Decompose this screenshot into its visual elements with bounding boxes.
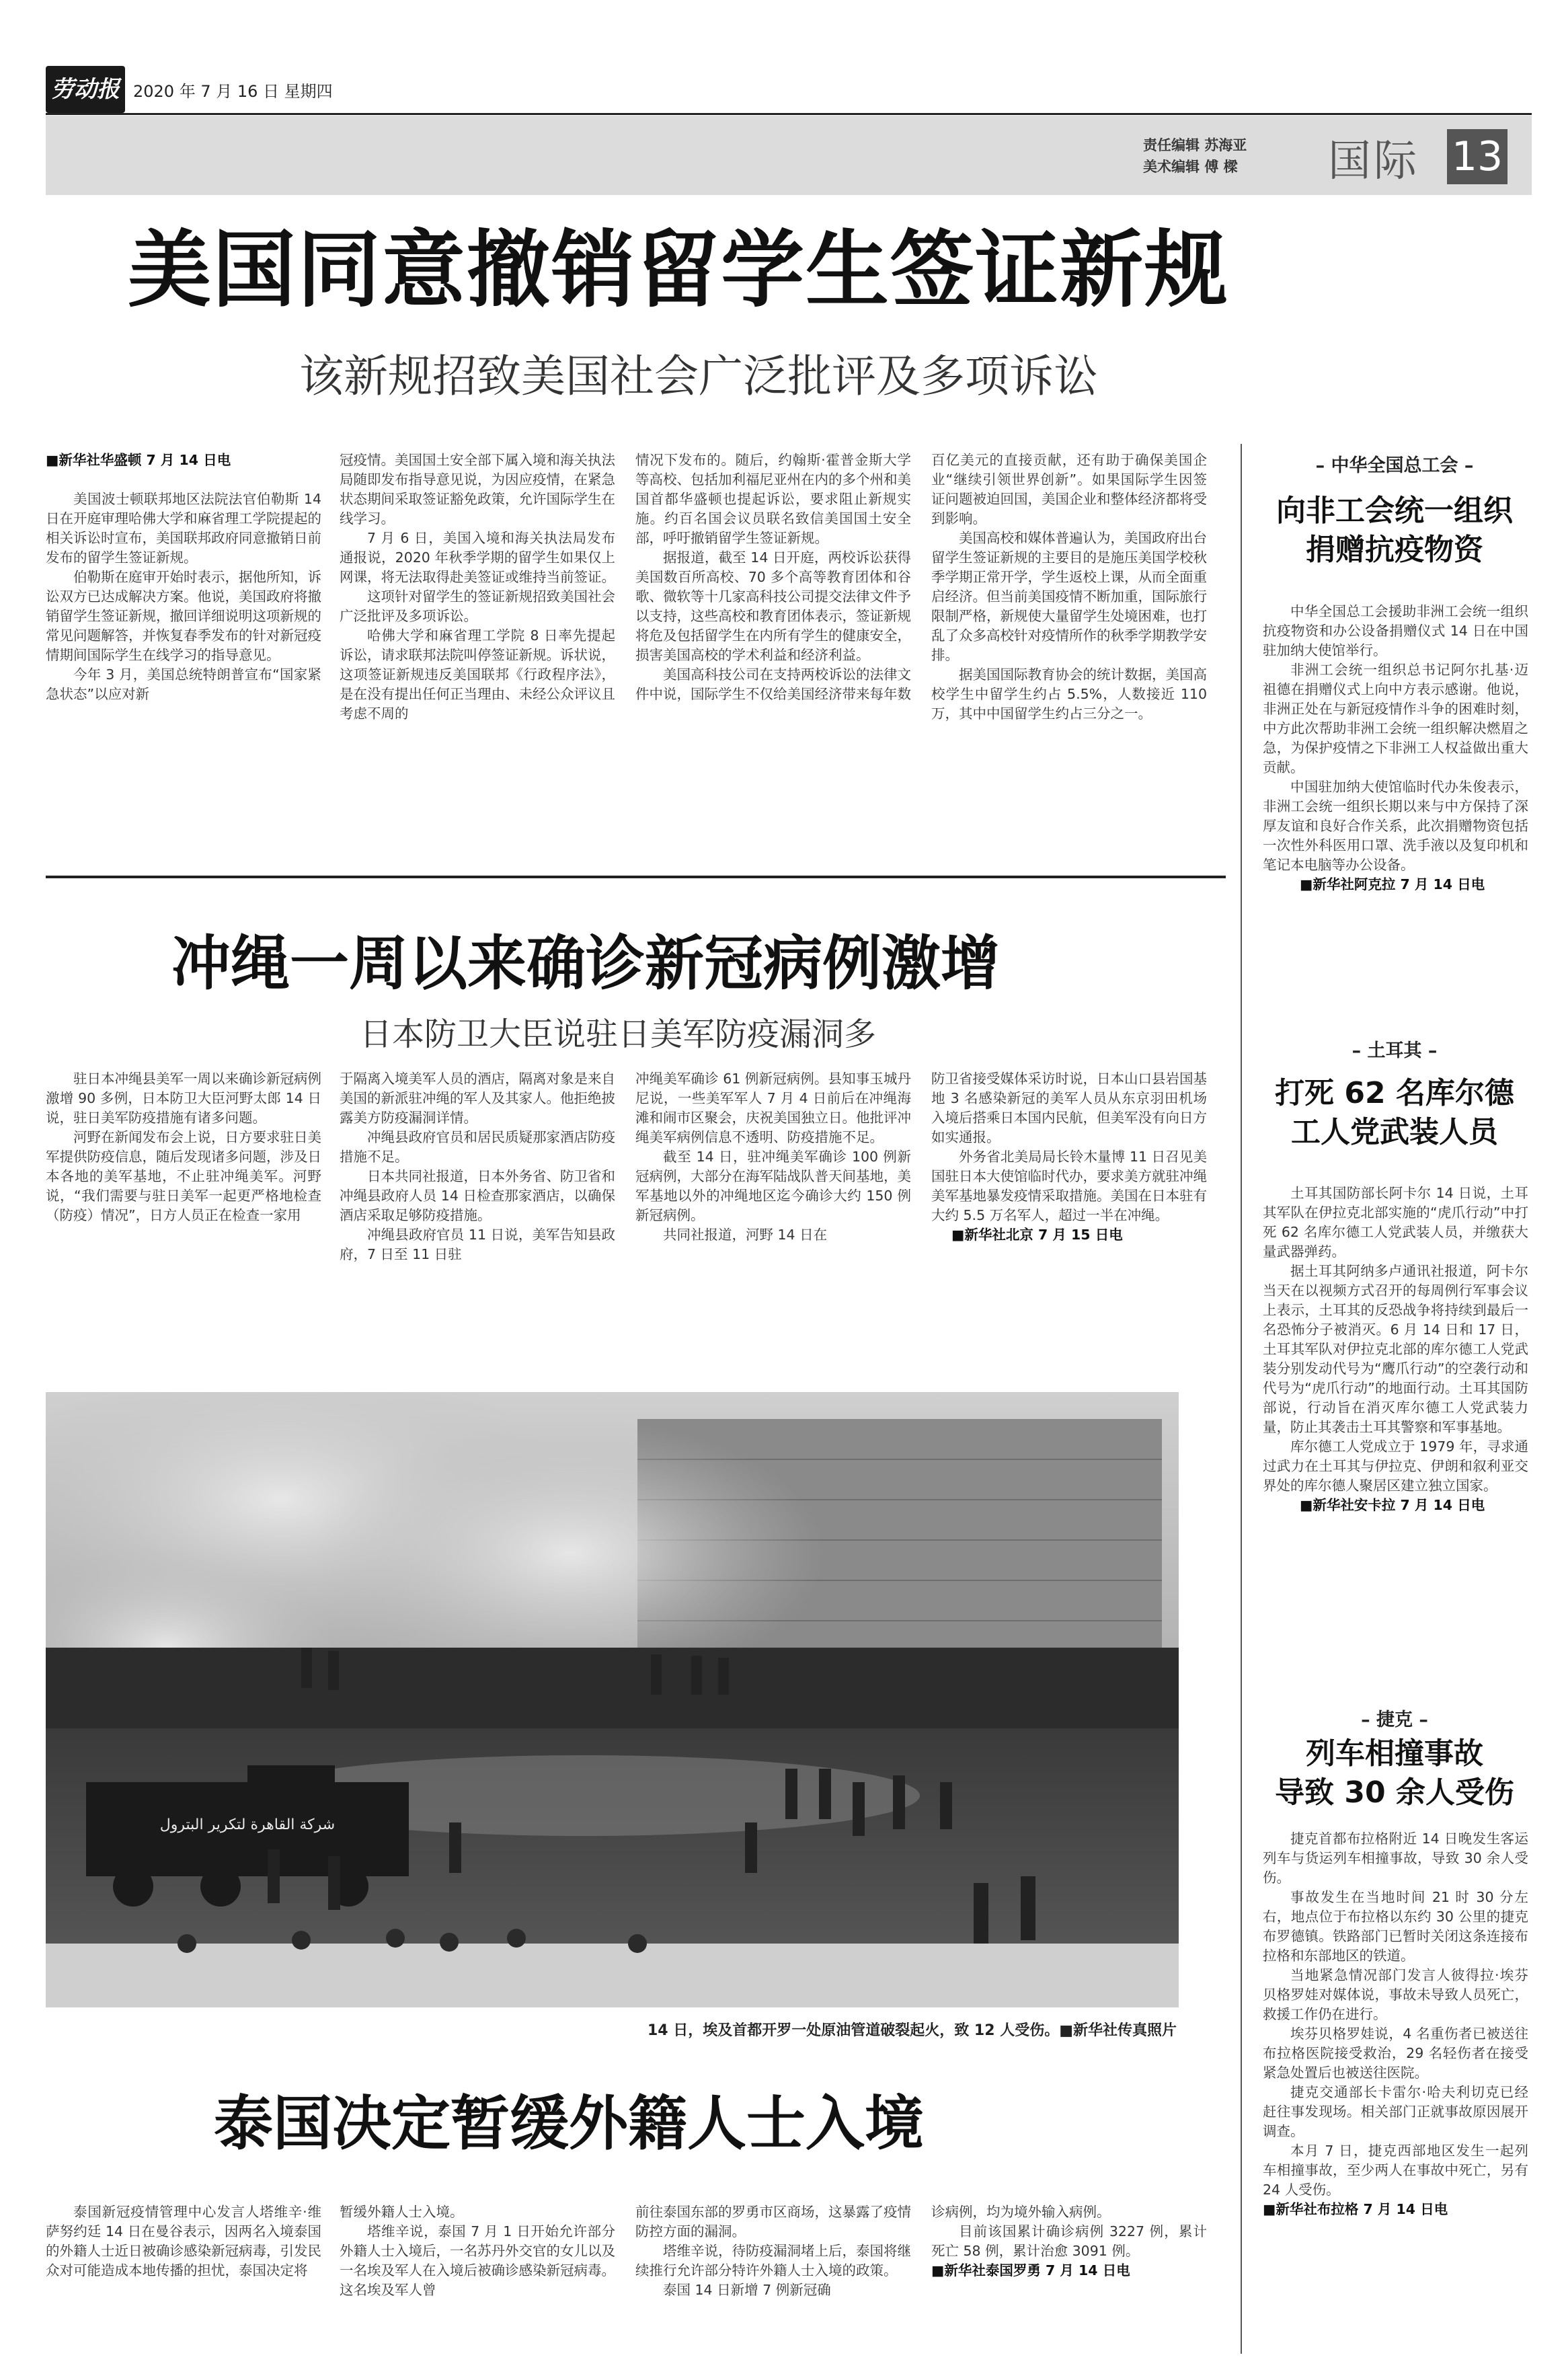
news-photo xyxy=(46,1392,1179,2007)
side3-paragraph: 当地紧急情况部门发言人彼得拉·埃芬贝格罗娃对媒体说，事故未导致人员死亡，救援工作仍在进行。 xyxy=(1263,1967,1528,2022)
article3-paragraph: 诊病例，均为境外输入病例。 xyxy=(931,2204,1111,2220)
article2-column-4 xyxy=(931,1069,1207,1352)
section-name: 国际 xyxy=(1328,137,1419,186)
editor-credit-2: 美术编辑 傅 樑 xyxy=(1143,159,1238,175)
article3-paragraph: 目前该国累计确诊病例 3227 例，累计死亡 58 例，累计治愈 3091 例。 xyxy=(931,2223,1207,2259)
article2-paragraph: 截至 14 日，驻冲绳美军确诊 100 例新冠病例，大部分在海军陆战队普天间基地，美军基地以外的冲绳地区迄今确诊大约 150 例新冠病例。 xyxy=(635,1149,911,1223)
side3-headline-line1: 列车相撞事故 xyxy=(1306,1736,1483,1771)
subheadline-okinawa: 日本防卫大臣说驻日美军防疫漏洞多 xyxy=(360,1015,877,1053)
side3-kicker: – 捷克 – xyxy=(1361,1710,1428,1730)
side2-paragraph: 库尔德工人党成立于 1979 年，寻求通过武力在土耳其与伊拉克、伊朗和叙利亚交界处的库尔德人聚居区建立独立国家。 xyxy=(1263,1438,1528,1494)
article3-column-3 xyxy=(635,2202,911,2357)
article-divider xyxy=(46,876,1226,878)
side1-paragraph: 中华全国总工会援助非洲工会统一组织抗疫物资和办公设备捐赠仪式 14 日在中国驻加纳大使馆举行。 xyxy=(1263,603,1528,658)
headline-okinawa: 冲绳一周以来确诊新冠病例激增 xyxy=(171,929,1001,998)
article2-paragraph: 冲绳县政府官员 11 日说，美军告知县政府，7 日至 11 日驻 xyxy=(340,1227,615,1262)
side1-body xyxy=(1263,602,1528,999)
article2-paragraph: 驻日本冲绳县美军一周以来确诊新冠病例激增 90 多例，日本防卫大臣河野太郎 14 日说，驻日美军防疫措施有诸多问题。 xyxy=(46,1071,321,1126)
article2-column-3 xyxy=(635,1069,911,1352)
article1-paragraph: 伯勒斯在庭审开始时表示，据他所知，诉讼双方已达成解决方案。他说，美国政府将撤销留学生签证新规，撤回详细说明这项新规的常见问题解答，并恢复春季发布的针对新冠疫情期间国际学生在线学习的指导意见。 xyxy=(46,569,321,663)
side3-paragraph: 捷克首都布拉格附近 14 日晚发生客运列车与货运列车相撞事故，导致 30 余人受伤。 xyxy=(1263,1831,1528,1886)
side2-headline-line1: 打死 62 名库尔德 xyxy=(1275,1076,1514,1110)
article1-paragraph: 情况下发布的。随后，约翰斯·霍普金斯大学等高校、包括加利福尼亚州在内的多个州和美国首都华盛顿也提起诉讼，要求阻止新规实施。约百名国会议员联名致信美国国土安全部，呼吁撤销留学生签证新规。 xyxy=(635,452,911,546)
article2-paragraph: 外务省北美局局长铃木量博 11 日召见美国驻日本大使馆临时代办，要求美方就驻冲绳美军基地暴发疫情采取措施。美国在日本驻有大约 5.5 万名军人，超过一半在冲绳。 xyxy=(931,1149,1207,1223)
headline-thailand: 泰国决定暂缓外籍人士入境 xyxy=(214,2089,925,2158)
article2-endcredit: ■新华社北京 7 月 15 日电 xyxy=(951,1227,1123,1243)
side3-paragraph: 本月 7 日，捷克西部地区发生一起列车相撞事故，至少两人在事故中死亡，另有 24 人受伤。 xyxy=(1263,2143,1528,2198)
side1-endcredit: ■新华社阿克拉 7 月 14 日电 xyxy=(1300,876,1485,892)
article1-paragraph: 美国波士顿联邦地区法院法官伯勒斯 14 日在开庭审理哈佛大学和麻省理工学院提起的相关诉讼时宣布，美国联邦政府同意撤销日前发布的留学生签证新规。 xyxy=(46,491,321,566)
side1-headline-line2: 捐赠抗疫物资 xyxy=(1306,533,1483,567)
page-number: 13 xyxy=(1451,133,1503,180)
masthead xyxy=(46,66,1532,113)
article2-paragraph: 冲绳美军确诊 61 例新冠病例。县知事玉城丹尼说，一些美军军人 7 月 4 日前后在冲绳海滩和闹市区聚会，庆祝美国独立日。他批评冲绳美军病例信息不透明、防疫措施不足。 xyxy=(635,1071,911,1145)
article1-paragraph: 这项针对留学生的签证新规招致美国社会广泛批评及多项诉讼。 xyxy=(340,588,615,624)
side1-paragraph: 非洲工会统一组织总书记阿尔扎基·迈祖德在捐赠仪式上向中方表示感谢。他说，非洲正处在与新冠疫情作斗争的困难时刻，中方此次帮助非洲工会统一组织解决燃眉之急，为保护疫情之下非洲工人权益做出重大贡献。 xyxy=(1263,662,1528,775)
subheadline-us-visa: 该新规招致美国社会广泛批评及多项诉讼 xyxy=(299,350,1098,402)
article1-column-4 xyxy=(931,451,1207,854)
article3-column-1 xyxy=(46,2202,321,2357)
article2-paragraph: 防卫省接受媒体采访时说，日本山口县岩国基地 3 名感染新冠的美军人员从东京羽田机场入境后搭乘日本国内民航，但美军没有向日方如实通报。 xyxy=(931,1071,1207,1145)
editor-credit-1: 责任编辑 苏海亚 xyxy=(1143,137,1247,153)
article3-column-2 xyxy=(340,2202,615,2357)
article1-byline: ■新华社华盛顿 7 月 14 日电 xyxy=(46,452,231,468)
side3-paragraph: 埃芬贝格罗娃说，4 名重伤者已被送往布拉格医院接受救治，29 名轻伤者在接受紧急处置后也被送往医院。 xyxy=(1263,2026,1528,2081)
article2-column-1 xyxy=(46,1069,321,1352)
article2-column-2 xyxy=(340,1069,615,1352)
article1-paragraph: 今年 3 月，美国总统特朗普宣布“国家紧急状态”以应对新 xyxy=(46,666,321,702)
photo-caption: 14 日，埃及首都开罗一处原油管道破裂起火，致 12 人受伤。■新华社传真照片 xyxy=(648,2022,1177,2039)
article1-paragraph: 哈佛大学和麻省理工学院 8 日率先提起诉讼，请求联邦法院叫停签证新规。诉状说，这项签证新规违反美国联邦《行政程序法》，是在没有提出任何正当理由、未经公众评议且考虑不周的 xyxy=(340,627,615,722)
side3-endcredit: ■新华社布拉格 7 月 14 日电 xyxy=(1263,2201,1448,2217)
article1-paragraph: 据美国国际教育协会的统计数据，美国高校学生中留学生约占 5.5%，人数接近 110 万，其中中国留学生约占三分之一。 xyxy=(931,666,1207,722)
sidebar-divider xyxy=(1241,444,1242,2354)
article3-paragraph: 泰国新冠疫情管理中心发言人塔维辛·维萨努约廷 14 日在曼谷表示，因两名入境泰国的外籍人士近日被确诊感染新冠病毒，引发民众对可能造成本地传播的担忧，泰国决定将 xyxy=(46,2204,321,2278)
newspaper-logo-text: 劳动报 xyxy=(51,76,120,103)
side1-kicker: – 中华全国总工会 – xyxy=(1315,455,1474,476)
side2-paragraph: 土耳其国防部长阿卡尔 14 日说，土耳其军队在伊拉克北部实施的“虎爪行动”中打死 62 名库尔德工人党武装人员，并缴获大量武器弹药。 xyxy=(1263,1185,1528,1260)
side3-paragraph: 事故发生在当地时间 21 时 30 分左右，地点位于布拉格以东约 30 公里的捷克布罗德镇。铁路部门已暂时关闭这条连接布拉格和东部地区的铁道。 xyxy=(1263,1889,1528,1964)
article1-column-2 xyxy=(340,451,615,854)
side2-endcredit: ■新华社安卡拉 7 月 14 日电 xyxy=(1300,1497,1485,1513)
article1-paragraph: 百亿美元的直接贡献，还有助于确保美国企业“继续引领世界创新”。如果国际学生因签证问题被迫回国，美国企业和整体经济都将受到影响。 xyxy=(931,452,1207,527)
article2-paragraph: 河野在新闻发布会上说，日方要求驻日美军提供防疫信息，随后发现诸多问题，涉及日本各地的美军基地，不止驻冲绳美军。河野说，“我们需要与驻日美军一起更严格地检查（防疫）情况”，日方人员正在检查一家用 xyxy=(46,1129,321,1223)
headline-us-visa: 美国同意撤销留学生签证新规 xyxy=(128,222,1230,319)
article2-paragraph: 共同社报道，河野 14 日在 xyxy=(663,1227,828,1243)
article2-paragraph: 于隔离入境美军人员的酒店，隔离对象是来自美国的新派驻冲绳的军人及其家人。他拒绝披露美方防疫漏洞详情。 xyxy=(340,1071,615,1126)
article3-column-4 xyxy=(931,2202,1207,2357)
article1-paragraph: 美国高科技公司在支持两校诉讼的法律文件中说，国际学生不仅给美国经济带来每年数 xyxy=(635,666,911,702)
article2-paragraph: 日本共同社报道，日本外务省、防卫省和冲绳县政府人员 14 日检查那家酒店，以确保酒店采取足够防疫措施。 xyxy=(340,1168,615,1223)
article3-paragraph: 暂缓外籍人士入境。 xyxy=(340,2204,464,2220)
photo-fire-scene-image xyxy=(46,1392,1179,2007)
article3-paragraph: 泰国 14 日新增 7 例新冠确 xyxy=(663,2282,831,2298)
side1-headline-line1: 向非工会统一组织 xyxy=(1276,494,1513,528)
article1-paragraph: 美国高校和媒体普遍认为，美国政府出台留学生签证新规的主要目的是施压美国学校秋季学期正常开学，学生返校上课，从而全面重启经济。但当前美国疫情不断加重，国际旅行限制严格，新规使大量留学生处境困难，也打乱了众多高校针对疫情所作的秋季学期教学安排。 xyxy=(931,530,1207,663)
side3-body xyxy=(1263,1829,1528,2360)
truck-logo-text: شركة القاهرة لتكرير البترول xyxy=(159,1816,336,1833)
article1-column-3 xyxy=(635,451,911,854)
article3-endcredit: ■新华社泰国罗勇 7 月 14 日电 xyxy=(931,2262,1130,2278)
side3-paragraph: 捷克交通部长卡雷尔·哈夫利切克已经赶往事发现场。相关部门正就事故原因展开调查。 xyxy=(1263,2084,1528,2139)
article1-paragraph: 7 月 6 日，美国入境和海关执法局发布通报说，2020 年秋季学期的留学生如果仅上网课，将无法取得赴美签证或维持当前签证。 xyxy=(340,530,615,585)
side1-paragraph: 中国驻加纳大使馆临时代办朱俊表示，非洲工会统一组织长期以来与中方保持了深厚友谊和良好合作关系，此次捐赠物资包括一次性外科医用口罩、洗手液以及复印机和笔记本电脑等办公设备。 xyxy=(1263,779,1528,873)
side2-headline-line2: 工人党武装人员 xyxy=(1291,1115,1498,1149)
side2-body xyxy=(1263,1184,1528,1668)
article1-column-1 xyxy=(46,451,321,854)
article3-paragraph: 前往泰国东部的罗勇市区商场，这暴露了疫情防控方面的漏洞。 xyxy=(635,2204,911,2239)
issue-date: 2020 年 7 月 16 日 星期四 xyxy=(133,82,333,101)
side2-kicker: – 土耳其 – xyxy=(1352,1040,1438,1061)
article1-paragraph: 据报道，截至 14 日开庭，两校诉讼获得美国数百所高校、70 多个高等教育团体和谷歌、微软等十几家高科技公司提交法律文件予以支持，这些高校和教育团体表示，签证新规将危及包括留学生在内所有学生的健康安全，损害美国高校的学术利益和经济利益。 xyxy=(635,549,911,663)
article3-paragraph: 塔维辛说，泰国 7 月 1 日开始允许部分外籍人士入境后，一名苏丹外交官的女儿以及一名埃及军人在入境后被确诊感染新冠病毒。这名埃及军人曾 xyxy=(340,2223,615,2298)
article1-paragraph: 冠疫情。美国国土安全部下属入境和海关执法局随即发布指导意见说，为因应疫情，在紧急状态期间采取签证豁免政策，允许国际学生在线学习。 xyxy=(340,452,615,527)
article2-paragraph: 冲绳县政府官员和居民质疑那家酒店防疫措施不足。 xyxy=(340,1129,615,1165)
masthead-rule xyxy=(46,113,1532,115)
side3-headline-line2: 导致 30 余人受伤 xyxy=(1275,1775,1514,1810)
title-band xyxy=(46,116,1532,195)
side2-paragraph: 据土耳其阿纳多卢通讯社报道，阿卡尔当天在以视频方式召开的每周例行军事会议上表示，土耳其的反恐战争将持续到最后一名恐怖分子被消灭。6 月 14 日和 17 日，土耳其军队对伊拉克北部的库尔德工人党武装分别发动代号为“鹰爪行动”的空袭行动和代号为“虎爪行动”的地面行动。土耳其国防部说，行动旨在消灭库尔德工人党武装力量，防止其袭击土耳其警察和军事基地。 xyxy=(1263,1263,1528,1435)
article3-paragraph: 塔维辛说，待防疫漏洞堵上后，泰国将继续推行允许部分特许外籍人士入境的政策。 xyxy=(635,2243,911,2278)
